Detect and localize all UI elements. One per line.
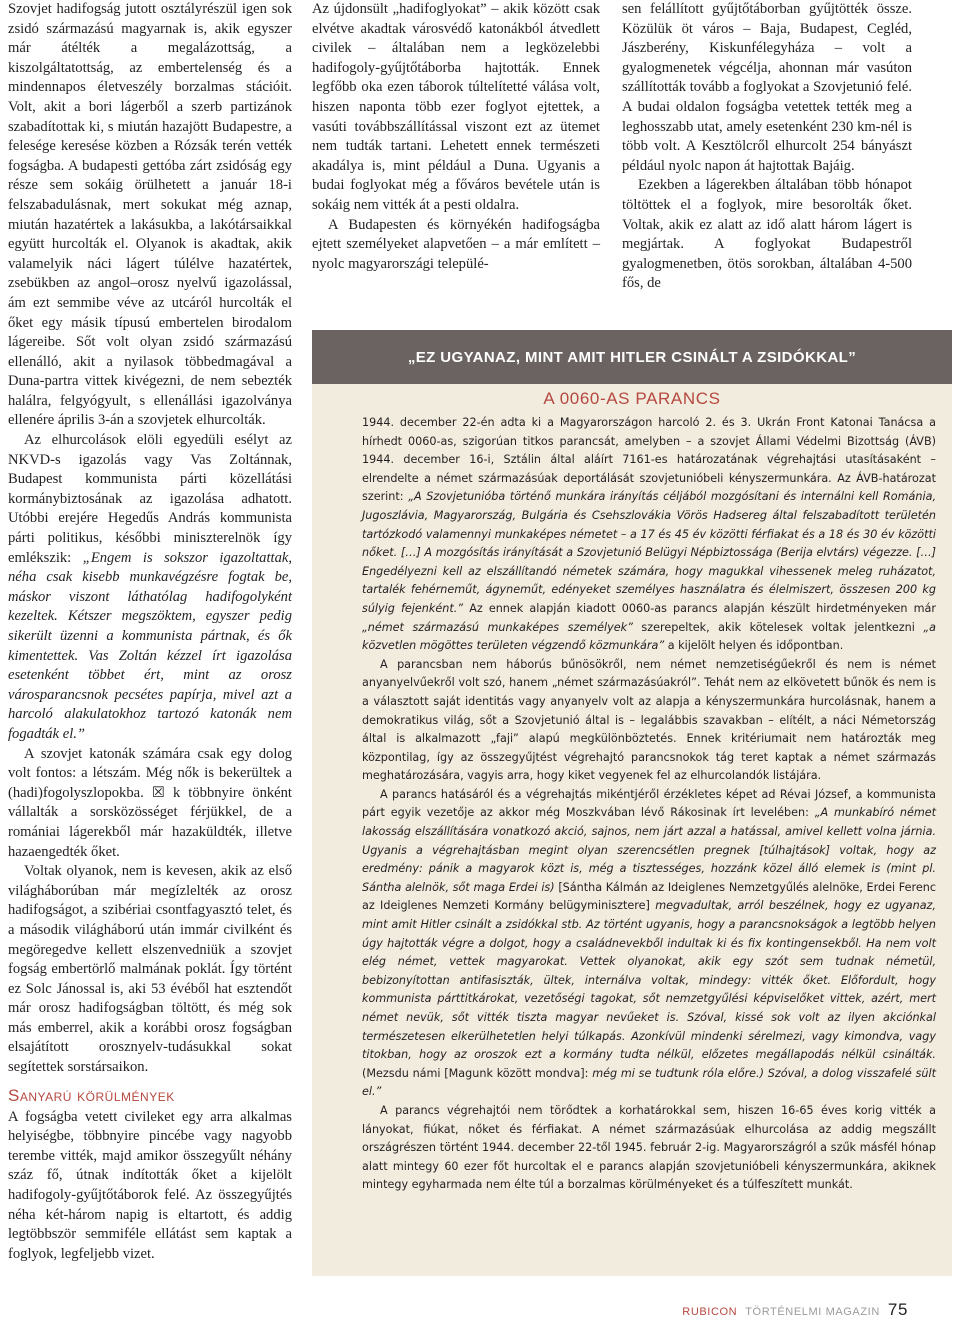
paragraph: Az elhurcolások elöli egyedüli esélyt az NKVD-s igazolás vagy Vas Zoltánnak, Budapest kommunista párti közellátási kormánybiztosának az igazolása adhatott. Utóbbi erejére Hegedűs András kommunista párti politikus, későbbi miniszterelnök így emlékszik: „Engem is sokszor igazoltattak, néha csak kisebb munkavégzésre fogtak be, máskor viszont láthatólag hadifogolyként kezeltek. Kétszer megszöktem, egyszer pedig sikerült üzenni a kommunista pártnak, és ők kimentettek. Vas Zoltán kézzel írt igazolása esetenként többet ért, mint az orosz városparancsnok pecsétes papírja, mivel azt a harcoló alakulatokhoz tartozó katonák nem fogadták el.” [8, 432, 292, 742]
quote: „Engem is sokszor igazoltattak, néha csak kisebb munkavégzésre fogtak be, máskor viszont láthatólag hadifogolyként kezeltek. Kétszer megszöktem, egyszer pedig sikerült üzenni a kommunista pártnak, és ők kimentettek. Vas Zoltán kézzel írt igazolása esetenként többet ért, mint az orosz városparancsnok pecsétes papírja, mivel azt a harcoló alakulatokhoz tartozó katonák nem fogadták el.” [8, 549, 292, 742]
paragraph: A parancs hatásáról és a végrehajtás mikéntjéről érzékletes képet ad Révai József, a kommunista párt egyik vezetője az akkor még Moszkvában lévő Rákosinak írt levelében: „A munkabíró német lakosság elszállítására vonatkozó akció, sajnos, nem járt azzal a hatással, amivel kellett volna járnia. Ugyanis a végrehajtásban megint olyan szerencsétlen pregnek [túlhajtások] voltak, hogy az eredmény: pánik a magyarok közt is, még a tisztességes, hozzánk közel álló elemek is (mint pl. Sántha alelnök, sőt maga Erdei is) [Sántha Kálmán az Ideiglenes Nemzetgyűlés alelnöke, Erdei Ferenc az Ideiglenes Nemzeti Kormány belügyminisztere] megvadultak, arról beszélnek, hogy ez ugyanaz, mint amit Hitler csinált a zsidókkal stb. Az történt ugyanis, hogy a parancsnokságok a legtöbb helyen úgy hajtották végre a dolgot, hogy a családnevekből indultak ki és fix kontingensekből. Ha nem volt elég német, vettek magyarokat. Vettek olyanokat, akik egy szót sem tudnak németül, bebizonyítottan antifasiszták, ültek, internálva voltak, mindegy: vitték őket. Előfordult, hogy kommunista párttitkárokat, vezetőségi tagokat, sőt nemzetgyűlési képviselőket vittek, azért, mert német nevük, sőt vitték tiszta magyar nevűeket is. Szóval, kissé sok volt az ilyen akciónkal természetesen elkerülhetetlen helyi túlkapás. Azonkívül mindenki sérelmezi, vagy kimondva, vagy titokban, hogy az oroszok ezt a kormány tudta nélkül, előzetes megállapodás nélkül csinálták. (Mezsdu námi [Magunk között mondva]: még mi se tudtunk róla előre.) Szóval, a dolog visszafelé sült el.” [362, 787, 936, 1099]
column-left [8, 0, 292, 1264]
sidebar-box-title: A 0060-AS PARANCS [543, 389, 721, 408]
paragraph: Szovjet hadifogság jutott osztályrészül igen sok zsidó származású magyarnak is, akik egyszer már átélték a megalázottság, a kiszolgáltatottság, az embertelenség és a mindennapos életveszély borzalmas stációit. Volt, akit a bori lágerből a szerb partizánok szabadítottak ki, s miután hazajött Budapestre, a felesége keresése közben a Rózsák terén vették fogságba. A budapesti gettóba zárt zsidóság egy része sem sokáig örülhetett a január 18-i felszabadulásnak, mert sokukat még aznap, miután hazatértek a lakásukba, a lakótársaikkal együtt hurcolták el. Olyanok is akadtak, akik valamelyik náci lágert túlélve hazatértek, zsebükben az angol–orosz nyelvű igazolással, ám ezt semmibe véve az utcáról hurcolták el őket egy másik típusú embertelen birodalom lágereibe. Sőt volt olyan zsidó származású ellenálló, akit a nyilasok többedmagával a Duna-partra vittek kivégezni, de nem sebezték halálra, felgyógyult, s ellenállási igazolványa ellenére április 3-án a szovjetek elhurcolták. [8, 1, 292, 429]
sidebar-banner [312, 330, 952, 384]
paragraph: Az újdonsült „hadifoglyokat” – akik között csak elvétve akadtak városvédő katonákból átvedlett civilek – általában nem a legközelebbi hadifogoly-gyűjtőtáborba hajtották. Ennek legfőbb oka ezen táborok túltelítetté válása volt, hiszen naponta több ezer foglyot ejtettek, a vasúti továbbszállítással viszont ezt az ütemet nem tudták tartani. Lehetett ennek természeti akadálya is, mint például a Duna. Ugyanis a budai foglyokat még a főváros bevétele után is sokáig nem vitték át a pesti oldalra. [312, 1, 600, 213]
paragraph: sen felállított gyűjtőtáborban gyűjtötték össze. Közülük öt város – Baja, Budapest, Cegléd, Jászberény, Kiskunfélegyháza – volt a gyalogmenetek végcélja, ahonnan már vasúton szállították tovább a foglyokat a Szovjetunió felé. A budai oldalon fogságba vetettek tették meg a leghosszabb utat, amely esetenként 230 km-nél is több volt. A Kesztölcről elhurcolt 254 bányászt például nyolc napon át hajtottak Bajáig. [622, 1, 912, 174]
page-footer [682, 1300, 908, 1320]
paragraph: A parancs végrehajtói nem törődtek a korhatárokkal sem, hiszen 16-65 éves korig vitték a lányokat, fiúkat, nőket és férfiakat. A német származásúak elhurcolása az addig megszállt országrészen történt 1944. december 22-től 1945. február 2-ig. Magyarországról a szűk másfél hónap alatt mintegy 60 ezer főt hurcoltak el e parancs alapján szovjetunióbeli kényszermunkára, akiknek mintegy egyharmada nem élte túl a borzalmas körülményeket és a túlfeszített munkát. [362, 1103, 936, 1192]
banner-title: „EZ UGYANAZ, MINT AMIT HITLER CSINÁLT A ZSIDÓKKAL” [407, 348, 857, 366]
footer-magazine: TÖRTÉNELMI MAGAZIN [745, 1306, 880, 1318]
paragraph: Ezekben a lágerekben általában több hónapot töltöttek el a foglyok, mire besorolták őket. Voltak, akik ez alatt az idő alatt három lágert is megjártak. A foglyokat Budapestről gyalogmenetben, ötös sorokban, általában 4-500 fős, de [622, 177, 912, 292]
footer-brand: RUBICON [682, 1306, 738, 1318]
paragraph: A szovjet katonák számára csak egy dolog volt fontos: a létszám. Még nők is bekerültek a (hadi)fogolyszlopokba. ☒ k többnyire önként vállalták a sorsközösséget férjükkel, de a romániai lágerekből már hazaküldték, illetve hazaengedték őket. [8, 745, 292, 860]
column-middle [312, 0, 600, 274]
paragraph: A fogságba vetett civileket egy arra alkalmas helyiségbe, többnyire pincébe vagy nagyobb terembe vitték, majd amikor összegyűlt néhány száz fő, útnak indították őket a kijelölt hadifogoly-gyűjtőtáborok felé. Az összegyűjtés néha két-három napig is eltartott, és addig legtöbbször semmiféle ellátást sem kaptak a foglyok, legfeljebb vizet. [8, 1108, 292, 1262]
paragraph: A Budapesten és környékén hadifogságba ejtett személyeket alapvetően – a már említett – nyolc magyarországi települé- [312, 216, 600, 272]
paragraph: 1944. december 22-én adta ki a Magyarországon harcoló 2. és 3. Ukrán Front Katonai Tanácsa a hírhedt 0060-as, szigorúan titkos parancsát, amelyben – a szovjet Állami Védelmi Bizottság (ÁVB) 1944. december 16-i, Sztálin által aláírt 7161-es határozatának végrehajtási utasításaként – elrendelte a német származásúak deportálását szovjetunióbeli kényszermunkára. Az ÁVB-határozat szerint: „A Szovjetunióba történő munkára irányítás céljából mozgósítani és internálni kell Románia, Jugoszlávia, Magyarország, Bulgária és Csehszlovákia Vörös Hadsereg által felszabadított területén tartózkodó valamennyi munkaképes németet – a 17 és 45 év közötti férfiakat és a 18 és 30 év közötti nőket. […] A mozgósítás irányítását a Szovjetunió Belügyi Népbiztossága (Berija elvtárs) végezze. […] Engedélyezni kell az elszállítandó németek számára, hogy magukkal vihessenek meleg ruházatot, tartalék fehérneműt, ágyneműt, edényeket személyes használatra és élelmiszert, összesen 200 kg súlyig fejenként.” Az ennek alapján kiadott 0060-as parancs alapján készült hirdetményeken már „német származású munkaképes személyek” szerepeltek, akik kötelesek voltak jelentkezni „a közvetlen mögöttes területen végzendő közmunkára” a kijelölt helyen és időpontban. [362, 416, 936, 653]
paragraph: A parancsban nem háborús bűnösökről, nem német nemzetiségűekről és nem is német anyanyelvűekről volt szó, hanem „német származásúakról”. Tehát nem az elkövetett bűnök és nem is a választott saját identitás vagy anyanyelv volt az alapja a kényszermunkára hurcolásnak, hanem a demokratikus világ, sőt a Szovjetunió által is – legalábbis szavakban – elítélt, a náci Németország által is alkalmazott „faji” alapú megkülönböztetés. Ennek kritériumait nem határozták meg központilag, így az összegyűjtést végrehajtó parancsnokok tág teret kaptak a német származás meghatározására, vagyis arra, hogy kiket vegyenek fel az elhurcolandók listájára. [362, 657, 936, 783]
paragraph: Voltak olyanok, nem is kevesen, akik az első világháborúban már megízlelték az orosz hadifogságot, a szibériai csontfagyasztó telet, és a második világháború után immár civilként és megöregedve kellett elszenvedniük a szovjet fogság embertörlő malmának poklát. Így történt ez Solc Jánossal is, aki 53 évéből hat esztendőt már orosz hadifogságban töltött, és még sok más emberrel, akik a korábbi orosz fogságban elsajátított orosznyelv-tudásukkal sokat segítettek sorstársaikon. [8, 863, 292, 1076]
sidebar-box-text [362, 414, 936, 1195]
section-heading: Sanyarú körülmények [8, 1085, 175, 1105]
column-right [622, 0, 912, 294]
page-number: 75 [887, 1300, 908, 1319]
